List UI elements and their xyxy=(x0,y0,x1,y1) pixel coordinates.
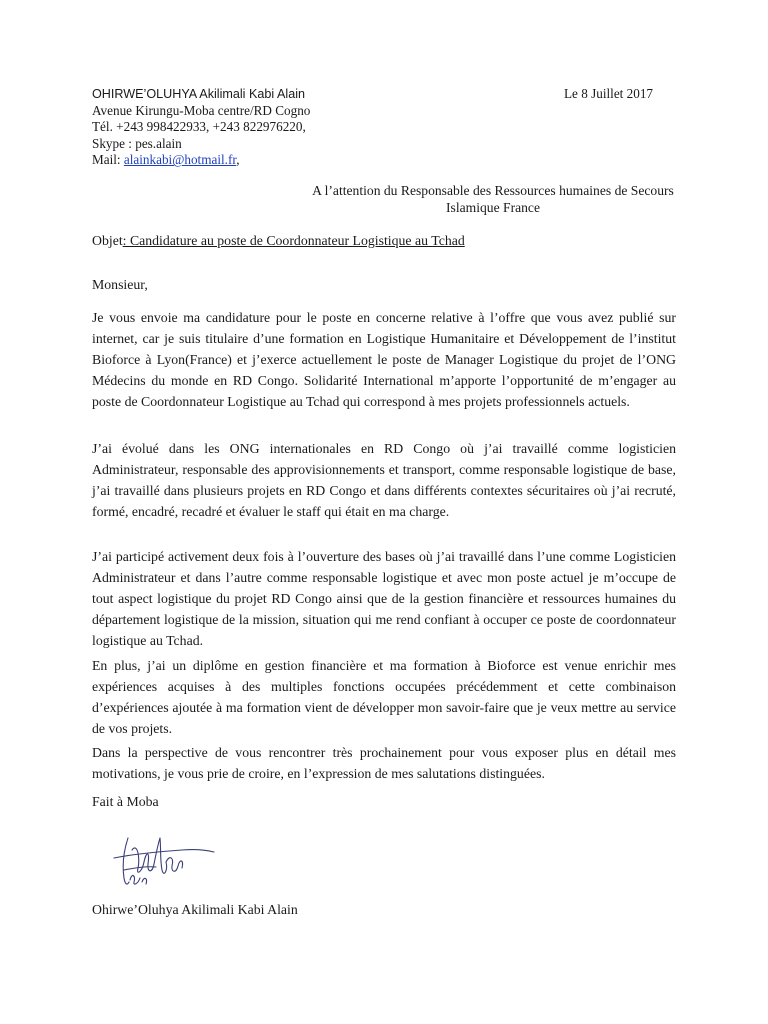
paragraph-4: En plus, j’ai un diplôme en gestion financière et ma formation à Bioforce est venue enrichir mes expériences acquises à des multiples fonctions occupées précédemment et cette combinaison d’expériences ajoutée à ma formation vient de développer mon savoir-faire que je veux mettre au service de vos projets. xyxy=(92,658,676,737)
letter-date: Le 8 Juillet 2017 xyxy=(564,86,654,101)
sender-mail-label: Mail: xyxy=(92,152,124,168)
subject-text: : Candidature au poste de Coordonnateur Logistique au Tchad xyxy=(122,233,465,248)
sender-mail-line xyxy=(92,152,310,169)
closing-place: Fait à Moba xyxy=(92,794,159,809)
subject-label: Objet xyxy=(92,233,123,248)
signature-name: Ohirwe’Oluhya Akilimali Kabi Alain xyxy=(92,902,298,917)
recipient-attention: A l’attention du Responsable des Ressources humaines de Secours Islamique France xyxy=(312,183,674,215)
sender-mail-link[interactable]: alainkabi@hotmail.fr xyxy=(123,152,237,168)
paragraph-5: Dans la perspective de vous rencontrer très prochainement pour vous exposer plus en détail mes motivations, je vous prie de croire, en l’expression de mes salutations distinguées. xyxy=(92,745,676,782)
paragraph-3: J’ai participé activement deux fois à l’ouverture des bases où j’ai travaillé dans l’une comme Logisticien Administrateur et dans l’autre comme responsable logistique et avec mon poste actuel je m’occupe de tout aspect logistique du projet RD Congo ainsi que de la gestion financière et ressources humaines du département logistique de la mission, situation qui me rend confiant à occuper ce poste de coordonnateur logistique au Tchad. xyxy=(92,549,676,649)
paragraph-2: J’ai évolué dans les ONG internationales en RD Congo où j’ai travaillé comme logisticien Administrateur, responsable des approvisionnements et transport, comme responsable logistique de base, j’ai travaillé dans plusieurs projets en RD Congo et dans différents contextes sécuritaires où j’ai recruté, formé, encadré, recadré et évaluer le staff qui était en ma charge. xyxy=(92,441,676,520)
sender-block xyxy=(92,86,310,169)
sender-skype: Skype : pes.alain xyxy=(92,135,182,151)
paragraph-1: Je vous envoie ma candidature pour le poste en concerne relative à l’offre que vous avez publié sur internet, car je suis titulaire d’une formation en Logistique Humanitaire et Développement de l’institut Bioforce à Lyon(France) et j’exerce actuellement le poste de Manager Logistique du projet de l’ONG Médecins du monde en RD Congo. Solidarité International m’apporte l’opportunité de m’engager au poste de Coordonnateur Logistique au Tchad qui correspond à mes projets professionnels actuels. xyxy=(92,310,676,410)
subject-line xyxy=(92,233,465,249)
sender-phone: Tél. +243 998422933, +243 822976220, xyxy=(92,119,306,135)
sender-name: OHIRWE’OLUHYA Akilimali Kabi Alain xyxy=(92,87,305,101)
greeting: Monsieur, xyxy=(92,277,148,292)
handwritten-signature xyxy=(94,820,224,890)
sender-address: Avenue Kirungu-Moba centre/RD Cogno xyxy=(92,102,311,118)
sender-mail-suffix: , xyxy=(236,152,240,168)
